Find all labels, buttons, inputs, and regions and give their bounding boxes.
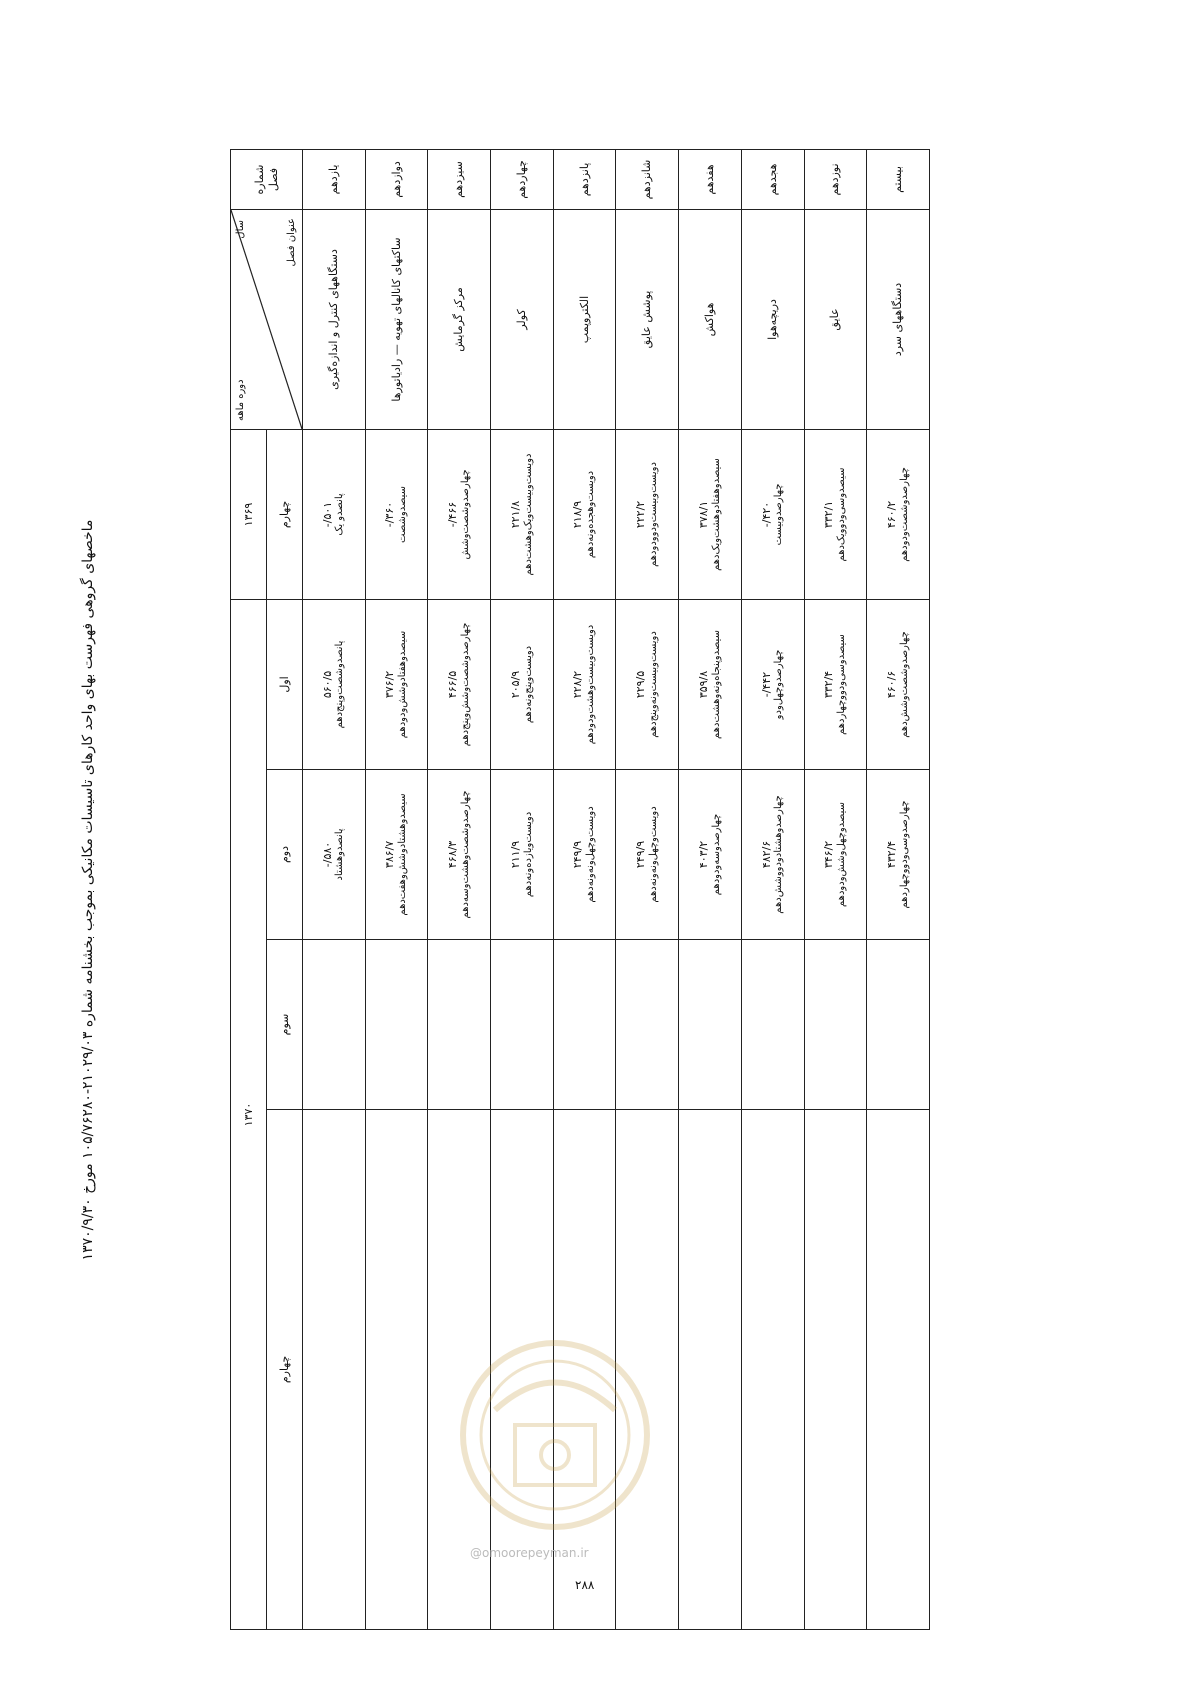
value-cell (867, 939, 930, 1109)
value-cell (679, 429, 742, 599)
chapter-title: پوشش عایق (616, 209, 679, 429)
chapter-title: مرکز گرمایش (428, 209, 491, 429)
table-row (867, 149, 930, 1629)
index-words: پانصدو یک (334, 493, 346, 536)
value-cell (365, 429, 428, 599)
value-cell (679, 599, 742, 769)
index-number: ۴۳۲/۴ (884, 840, 898, 869)
table-row (804, 149, 867, 1629)
index-number: ۳۶۰/- (383, 501, 397, 528)
index-number: ۴۸۲/۶ (759, 840, 773, 869)
header-chapter-title: عنوان فصل (285, 217, 297, 267)
index-words: پانصدوشصت‌وپنج‌دهم (334, 640, 346, 729)
value-cell (491, 939, 554, 1109)
value-cell (365, 939, 428, 1109)
value-cell (303, 429, 366, 599)
value-cell (491, 769, 554, 939)
value-cell (804, 1109, 867, 1629)
value-cell (804, 769, 867, 939)
value-cell (616, 769, 679, 939)
index-words: پانصدوهشتاد (334, 828, 346, 881)
index-words: دویست‌وچهل‌ونه‌ونه‌دهم (647, 806, 659, 903)
chapter-title: کولر (491, 209, 554, 429)
header-q1: اول (267, 599, 303, 769)
index-words: دویست‌وپنج‌ونه‌دهم (522, 645, 534, 724)
index-number: ۳۷۸/۱ (696, 500, 710, 529)
index-words: سیصدوپنجاه‌ونه‌وهشت‌دهم (710, 630, 722, 739)
index-number: ۳۳۲/۱ (822, 500, 836, 529)
index-words: سیصدوشصت (397, 485, 409, 543)
index-words: سیصدوچهل‌وشش‌ودودهم (835, 802, 847, 907)
header-year-label: سال (235, 219, 246, 239)
index-number: ۴۶۶/۵ (446, 670, 460, 699)
index-number: ۵۶۰/۵ (320, 670, 334, 699)
value-cell (867, 769, 930, 939)
value-cell (303, 769, 366, 939)
chapter-number: سیزدهم (428, 149, 491, 209)
index-words: دویست‌وچهل‌ونه‌ونه‌دهم (585, 806, 597, 903)
index-words: سیصدوهفتادوشش‌ودودهم (397, 630, 409, 739)
watermark-url: @omoorepeyman.ir (470, 1546, 589, 1560)
chapter-number: یازدهم (303, 149, 366, 209)
chapter-number: چهاردهم (491, 149, 554, 209)
index-number: ۳۸۶/۷ (383, 840, 397, 869)
value-cell (741, 429, 804, 599)
index-number: ۴۶۸/۳ (446, 840, 460, 869)
value-cell (428, 769, 491, 939)
index-words: دویست‌ویازده‌ونه‌دهم (522, 811, 534, 898)
value-cell (616, 599, 679, 769)
index-number: ۵۸۰/- (320, 841, 334, 868)
value-cell (428, 939, 491, 1109)
index-words: چهارصدوشصت‌وهشت‌وسه‌دهم (459, 790, 471, 919)
index-words: دویست‌وبیست‌ونه‌وپنج‌دهم (647, 631, 659, 738)
index-number: ۴۲۰/- (759, 501, 773, 528)
index-number: ۲۰۵/۹ (508, 670, 522, 699)
index-number: ۲۲۲/۲ (634, 500, 648, 529)
value-cell (741, 939, 804, 1109)
header-year-1369: ۱۳۶۹ (231, 429, 267, 599)
value-cell (867, 1109, 930, 1629)
header-q4: چهارم (267, 1109, 303, 1629)
index-words: چهارصدوسی‌ودو‌وچهاردهم (898, 800, 910, 909)
index-words: سیصدوهفتادوهشت‌ویک‌دهم (710, 458, 722, 571)
index-number: ۵۰۱/- (320, 501, 334, 528)
index-words: چهارصدوشصت‌وشش‌وپنج‌دهم (459, 622, 471, 747)
page-number: ۲۸۸ (575, 1578, 595, 1592)
index-words: دویست‌وبیست‌ودو‌ودودهم (647, 462, 659, 567)
table-row (741, 149, 804, 1629)
table-row (365, 149, 428, 1629)
index-number: ۴۶۰/۲ (884, 500, 898, 529)
index-number: ۲۱۱/۹ (508, 840, 522, 869)
value-cell (804, 599, 867, 769)
value-cell (428, 599, 491, 769)
value-cell (553, 769, 616, 939)
index-words: دویست‌وهجده‌ونه‌دهم (585, 470, 597, 559)
table-row (679, 149, 742, 1629)
chapter-title: ساکتهای کانالهای تهویه — رادیاتورها (365, 209, 428, 429)
value-cell (428, 429, 491, 599)
chapter-number: دوازدهم (365, 149, 428, 209)
value-cell (616, 939, 679, 1109)
value-cell (679, 769, 742, 939)
value-cell (553, 939, 616, 1109)
header-q3: سوم (267, 939, 303, 1109)
index-words: چهارصدوشصت‌وشش (459, 469, 471, 560)
index-words: چهارصدوشصت‌ودودهم (898, 467, 910, 562)
value-cell (741, 769, 804, 939)
chapter-number: نوزدهم (804, 149, 867, 209)
header-period-label: دوره ماهه (235, 379, 246, 421)
chapter-number: هفدهم (679, 149, 742, 209)
value-cell (365, 769, 428, 939)
index-number: ۴۰۳/۲ (696, 840, 710, 869)
index-words: سیصدوسی‌ودو‌ویک‌دهم (835, 467, 847, 562)
header-diagonal-cell (231, 209, 303, 429)
value-cell (553, 429, 616, 599)
value-cell (491, 429, 554, 599)
value-cell (303, 599, 366, 769)
index-number: ۲۲۱/۸ (508, 500, 522, 529)
index-number: ۳۳۲/۴ (822, 670, 836, 699)
chapter-number: بیستم (867, 149, 930, 209)
header-q2: دوم (267, 769, 303, 939)
index-number: ۲۴۹/۹ (634, 840, 648, 869)
value-cell (303, 939, 366, 1109)
header-chapter-no: شماره فصل (231, 149, 303, 209)
value-cell (303, 1109, 366, 1629)
index-number: ۲۱۸/۹ (571, 500, 585, 529)
index-words: چهارصدوچهل‌ودو (773, 649, 785, 720)
value-cell (553, 599, 616, 769)
index-words: سیصدوهشتادوشش‌وهفت‌دهم (397, 793, 409, 916)
value-cell (804, 429, 867, 599)
chapter-number: شانزدهم (616, 149, 679, 209)
index-number: ۲۴۹/۹ (571, 840, 585, 869)
value-cell (741, 1109, 804, 1629)
index-number: ۲۲۸/۲ (571, 670, 585, 699)
index-words: چهارصدوسه‌ودودهم (710, 813, 722, 896)
value-cell (616, 429, 679, 599)
value-cell (867, 599, 930, 769)
index-number: ۳۴۶/۲ (822, 840, 836, 869)
index-number: ۳۷۶/۲ (383, 670, 397, 699)
value-cell (679, 939, 742, 1109)
value-cell (365, 1109, 428, 1629)
value-cell (679, 1109, 742, 1629)
value-cell (365, 599, 428, 769)
chapter-title: دریچه‌هوا (741, 209, 804, 429)
chapter-title: هواکش (679, 209, 742, 429)
header-year-1370: ۱۳۷۰ (231, 599, 267, 1629)
index-number: ۴۶۰/۶ (884, 670, 898, 699)
chapter-title: عایق (804, 209, 867, 429)
watermark-seal (455, 1335, 655, 1535)
sheet-title: ماخصهای گروهی فهرست بهای واحد کارهای تاسیسات مکانیکی بموجب بخشنامه شماره ۲۱۰۲۹/۰۳-۱۰۵/۷۶۲۸۰ مورخ ۱۳۷۰/۹/۳۰ (80, 519, 96, 1261)
index-words: چهارصدوهشتادودو‌وشش‌دهم (773, 795, 785, 914)
index-words: دویست‌وبیست‌ویک‌وهشت‌دهم (522, 453, 534, 576)
index-number: ۴۴۲/- (759, 671, 773, 698)
value-cell (867, 429, 930, 599)
index-number: ۴۶۶/- (446, 501, 460, 528)
index-words: چهارصدوبیست (773, 483, 785, 546)
header-q4-1369: چهارم (267, 429, 303, 599)
chapter-title: دستگاههای سرد (867, 209, 930, 429)
index-words: چهارصدوشصت‌وشش‌دهم (898, 631, 910, 738)
chapter-title: دستگاههای کنترل و اندازه‌گیری (303, 209, 366, 429)
index-number: ۲۲۹/۵ (634, 670, 648, 699)
value-cell (804, 939, 867, 1109)
index-words: دویست‌وبیست‌وهشت‌ودودهم (585, 624, 597, 745)
index-words: سیصدوسی‌ودو‌وچهاردهم (835, 634, 847, 735)
index-number: ۳۵۹/۸ (696, 670, 710, 699)
table-row (303, 149, 366, 1629)
chapter-title: الکتروپمپ (553, 209, 616, 429)
chapter-number: پانزدهم (553, 149, 616, 209)
value-cell (491, 599, 554, 769)
chapter-number: هجدهم (741, 149, 804, 209)
value-cell (741, 599, 804, 769)
